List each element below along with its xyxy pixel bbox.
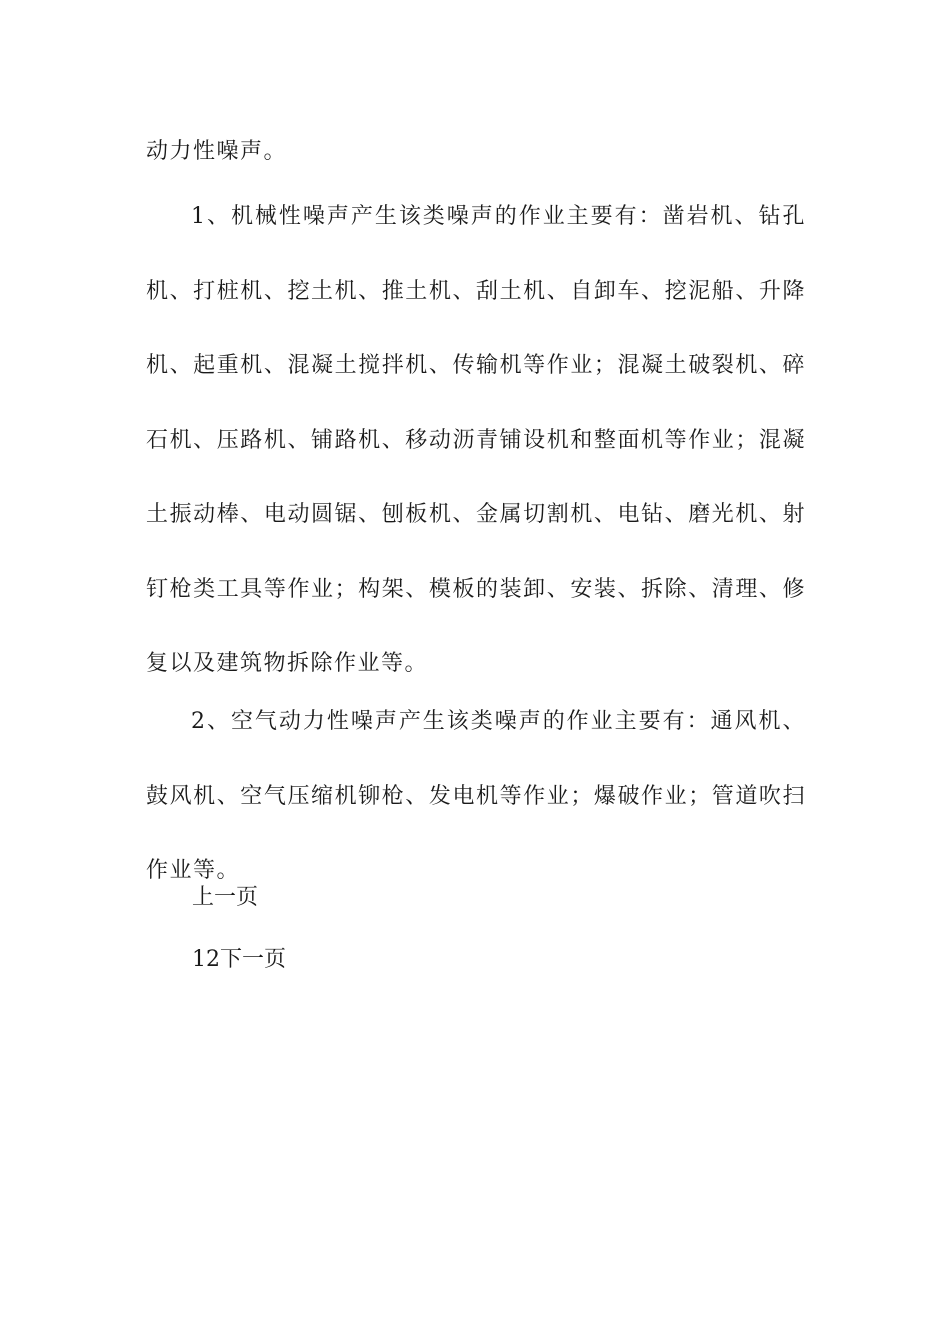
prev-page-link[interactable]: 上一页 — [192, 885, 259, 910]
pagination-prev — [192, 883, 258, 913]
pagination-next — [192, 945, 286, 975]
next-page-link[interactable]: 下一页 — [220, 947, 287, 972]
paragraph-mechanical-noise: 1、机械性噪声产生该类噪声的作业主要有：凿岩机、钻孔机、打桩机、挖土机、推土机、刮土机、自卸车、挖泥船、升降机、起重机、混凝土搅拌机、传输机等作业；混凝土破裂机、碎石机、压路机、铺路机、移动沥青铺设机和整面机等作业；混凝土振动棒、电动圆锯、刨板机、金属切割机、电钻、磨光机、射钉枪类工具等作业；构架、模板的装卸、安装、拆除、清理、修复以及建筑物拆除作业等。 — [146, 204, 806, 676]
paragraph-aerodynamic-noise: 2、空气动力性噪声产生该类噪声的作业主要有：通风机、鼓风机、空气压缩机铆枪、发电机等作业；爆破作业；管道吹扫作业等。 — [146, 709, 806, 883]
page-numbers-link[interactable]: 12 — [192, 947, 220, 972]
continuation-text: 动力性噪声。 — [146, 139, 288, 164]
